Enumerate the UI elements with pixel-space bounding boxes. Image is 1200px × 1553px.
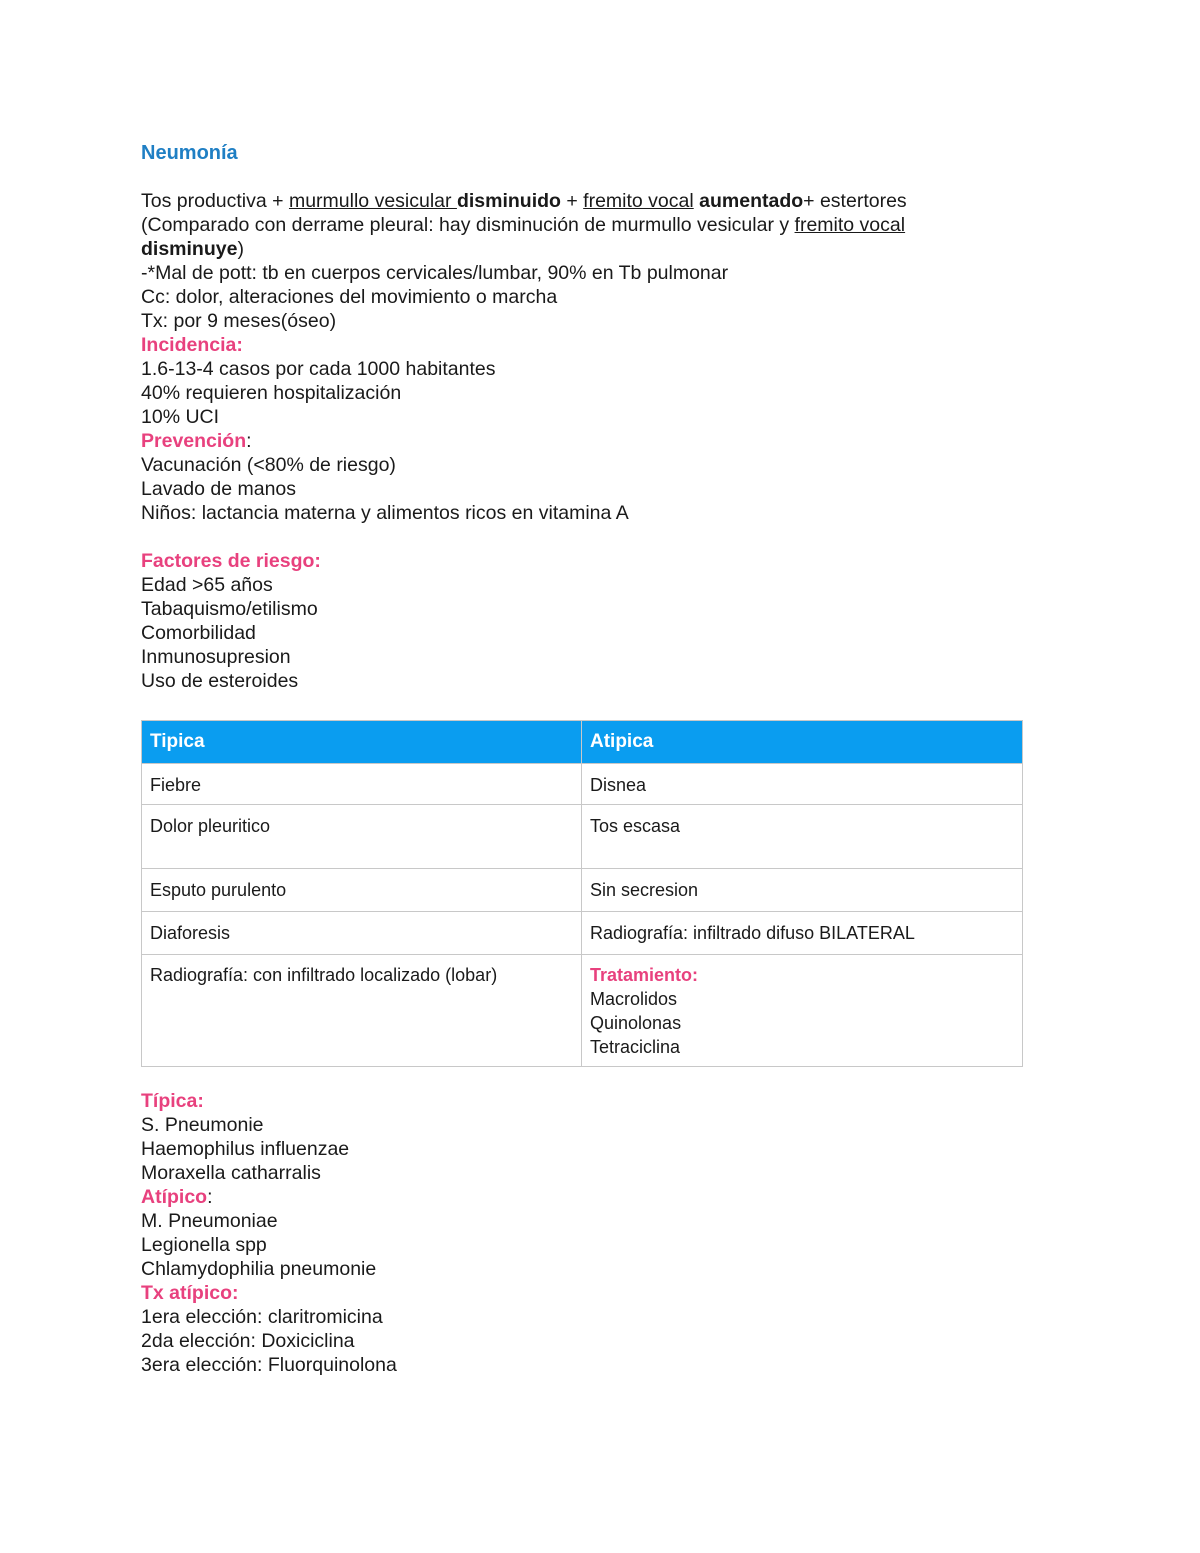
intro-line-1 — [141, 189, 1041, 213]
bold-term: disminuye — [141, 238, 238, 260]
tx-atipico-heading: Tx atípico: — [141, 1282, 239, 1304]
column-header-atipica: Atipica — [582, 721, 1023, 764]
text-run: ) — [237, 238, 244, 260]
atipico-heading — [141, 1185, 1041, 1209]
tx-atipico-item: 2da elección: Doxiciclina — [141, 1330, 355, 1352]
intro-line-2 — [141, 213, 1041, 237]
page-title: Neumonía — [141, 142, 238, 164]
table-row — [142, 805, 1023, 869]
table-cell: Esputo purulento — [142, 869, 582, 912]
incidencia-item: 40% requieren hospitalización — [141, 382, 402, 404]
factores-item: Inmunosupresion — [141, 646, 291, 668]
document-body-continued — [141, 1089, 1041, 1377]
prevencion-item: Lavado de manos — [141, 478, 297, 500]
underlined-term: fremito vocal — [583, 190, 694, 212]
heading-text: Prevención — [141, 430, 247, 452]
atipico-item: Legionella spp — [141, 1234, 267, 1256]
heading-colon: : — [207, 1186, 213, 1208]
comparison-table — [141, 720, 1023, 1067]
tipica-item: Haemophilus influenzae — [141, 1138, 350, 1160]
tratamiento-item: Quinolonas — [590, 1013, 682, 1033]
tipica-heading: Típica: — [141, 1090, 204, 1112]
tratamiento-heading: Tratamiento: — [590, 965, 699, 985]
tx-atipico-item: 1era elección: claritromicina — [141, 1306, 383, 1328]
bold-term: aumentado — [693, 190, 804, 212]
table-cell: Diaforesis — [142, 912, 582, 955]
text-run: (Comparado con derrame pleural: hay disminución de murmullo vesicular y — [141, 214, 795, 236]
text-run: + estertores — [803, 190, 907, 212]
table-cell: Tos escasa — [582, 805, 1023, 869]
bold-term: disminuido — [456, 190, 561, 212]
table-cell: Radiografía: con infiltrado localizado (lobar) — [142, 955, 582, 1067]
underlined-term: murmullo vesicular — [288, 190, 457, 212]
factores-item: Comorbilidad — [141, 622, 256, 644]
tx-atipico-item: 3era elección: Fluorquinolona — [141, 1354, 397, 1376]
intro-line-3 — [141, 237, 1041, 261]
table-row — [142, 764, 1023, 805]
atipico-item: Chlamydophilia pneumonie — [141, 1258, 377, 1280]
underlined-term: fremito vocal — [794, 214, 906, 236]
table-cell: Dolor pleuritico — [142, 805, 582, 869]
table-cell: Fiebre — [142, 764, 582, 805]
tratamiento-item: Tetraciclina — [590, 1037, 681, 1057]
heading-text: Atípico — [141, 1186, 208, 1208]
table-cell: Radiografía: infiltrado difuso BILATERAL — [582, 912, 1023, 955]
factores-heading: Factores de riesgo: — [141, 550, 321, 572]
spacer — [141, 525, 1041, 549]
tratamiento-cell — [582, 955, 1023, 1067]
intro-line-5: Cc: dolor, alteraciones del movimiento o marcha — [141, 286, 558, 308]
prevencion-heading — [141, 429, 1041, 453]
table-row — [142, 955, 1023, 1067]
text-run: Tos productiva + — [141, 190, 289, 212]
atipico-item: M. Pneumoniae — [141, 1210, 278, 1232]
heading-colon: : — [246, 430, 252, 452]
column-header-tipica: Tipica — [142, 721, 582, 764]
tipica-item: S. Pneumonie — [141, 1114, 264, 1136]
document-body — [141, 141, 1041, 693]
incidencia-heading: Incidencia: — [141, 334, 243, 356]
table-row — [142, 869, 1023, 912]
tratamiento-item: Macrolidos — [590, 989, 678, 1009]
tipica-item: Moraxella catharralis — [141, 1162, 321, 1184]
text-run: + — [560, 190, 584, 212]
intro-line-6: Tx: por 9 meses(óseo) — [141, 310, 337, 332]
table-row — [142, 912, 1023, 955]
prevencion-item: Niños: lactancia materna y alimentos ricos en vitamina A — [141, 502, 629, 524]
spacer — [141, 165, 1041, 189]
factores-item: Uso de esteroides — [141, 670, 299, 692]
prevencion-item: Vacunación (<80% de riesgo) — [141, 454, 396, 476]
factores-item: Tabaquismo/etilismo — [141, 598, 318, 620]
incidencia-item: 10% UCI — [141, 406, 220, 428]
table-header-row — [142, 721, 1023, 764]
table-cell: Disnea — [582, 764, 1023, 805]
incidencia-item: 1.6-13-4 casos por cada 1000 habitantes — [141, 358, 496, 380]
factores-item: Edad >65 años — [141, 574, 273, 596]
table-cell: Sin secresion — [582, 869, 1023, 912]
intro-line-4: -*Mal de pott: tb en cuerpos cervicales/lumbar, 90% en Tb pulmonar — [141, 262, 729, 284]
